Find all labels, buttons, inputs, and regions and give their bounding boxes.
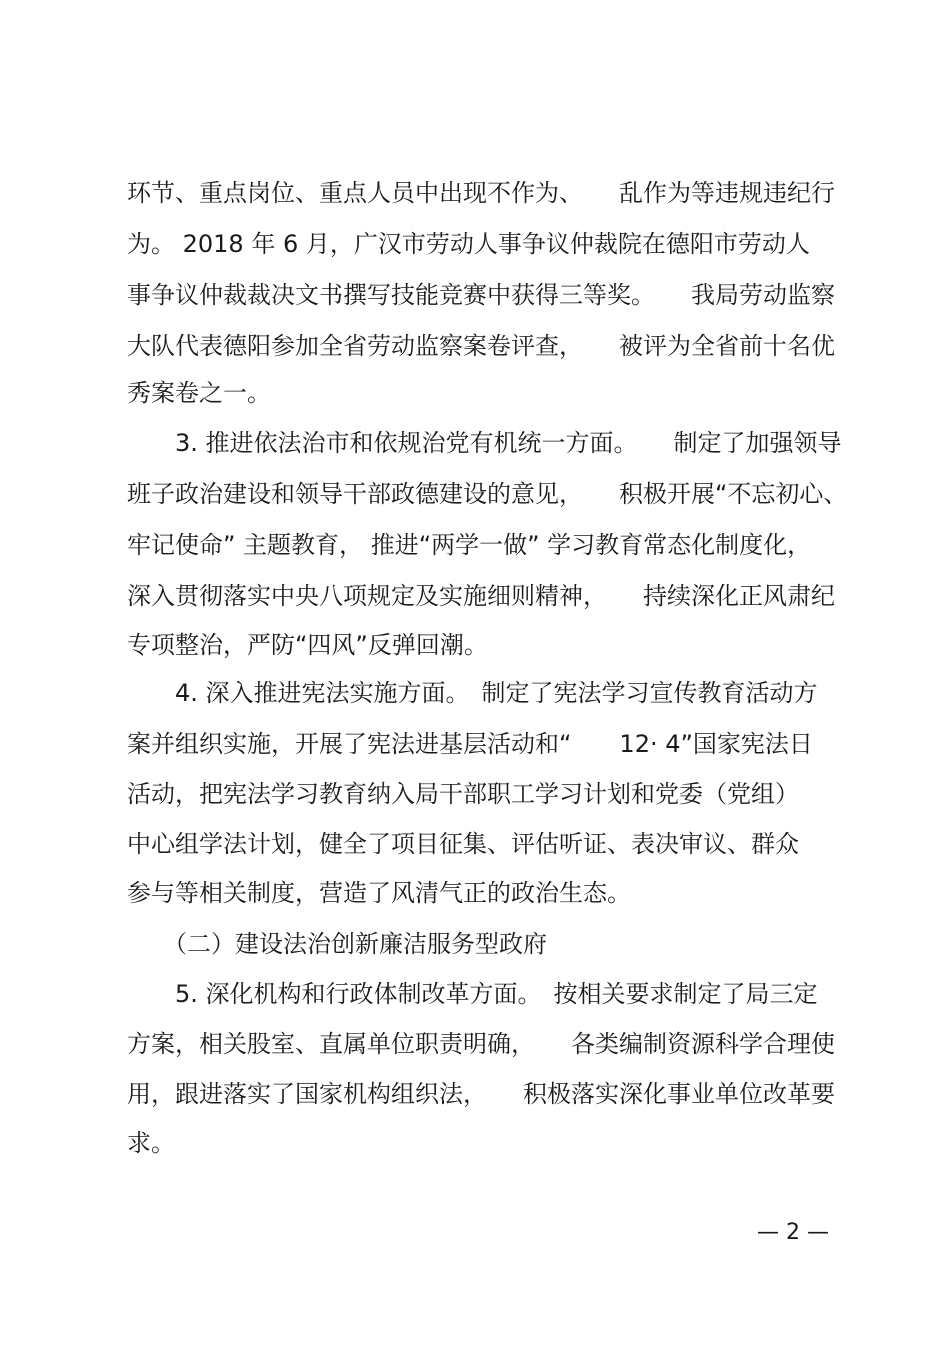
text-line: 5. 深化机构和行政体制改革方面。 按相关要求制定了局三定 [127, 980, 818, 1008]
section-heading: （二）建设法治创新廉洁服务型政府 [127, 930, 547, 958]
text-line: 4. 深入推进宪法实施方面。 制定了宪法学习宣传教育活动方 [127, 679, 818, 707]
text-line: 用，跟进落实了国家机构组织法， 积极落实深化事业单位改革要 [127, 1080, 835, 1108]
text-line: 活动，把宪法学习教育纳入局干部职工学习计划和党委（党组） [127, 780, 799, 808]
text-line: 牢记使命” 主题教育， 推进“两学一做” 学习教育常态化制度化， [127, 531, 812, 559]
text-line: 秀案卷之一。 [127, 379, 271, 407]
text-line: 案并组织实施，开展了宪法进基层活动和“ 12· 4”国家宪法日 [127, 730, 813, 758]
text-line: 环节、重点岗位、重点人员中出现不作为、 乱作为等违规违纪行 [127, 179, 835, 207]
page-number: — 2 — [757, 1220, 829, 1245]
text-line: 3. 推进依法治市和依规治党有机统一方面。 制定了加强领导 [127, 429, 842, 457]
text-line: 为。 2018 年 6 月，广汉市劳动人事争议仲裁院在德阳市劳动人 [127, 230, 810, 258]
text-line: 方案，相关股室、直属单位职责明确， 各类编制资源科学合理使 [127, 1030, 835, 1058]
text-line: 参与等相关制度，营造了风清气正的政治生态。 [127, 879, 631, 907]
text-line: 求。 [127, 1129, 175, 1157]
text-line: 事争议仲裁裁决文书撰写技能竞赛中获得三等奖。 我局劳动监察 [127, 281, 835, 309]
text-line: 中心组学法计划，健全了项目征集、评估听证、表决审议、群众 [127, 830, 799, 858]
text-line: 深入贯彻落实中央八项规定及实施细则精神， 持续深化正风肃纪 [127, 582, 835, 610]
text-line: 专项整治，严防“四风”反弹回潮。 [127, 631, 488, 659]
text-line: 班子政治建设和领导干部政德建设的意见， 积极开展“不忘初心、 [127, 480, 848, 508]
text-line: 大队代表德阳参加全省劳动监察案卷评查， 被评为全省前十名优 [127, 332, 835, 360]
